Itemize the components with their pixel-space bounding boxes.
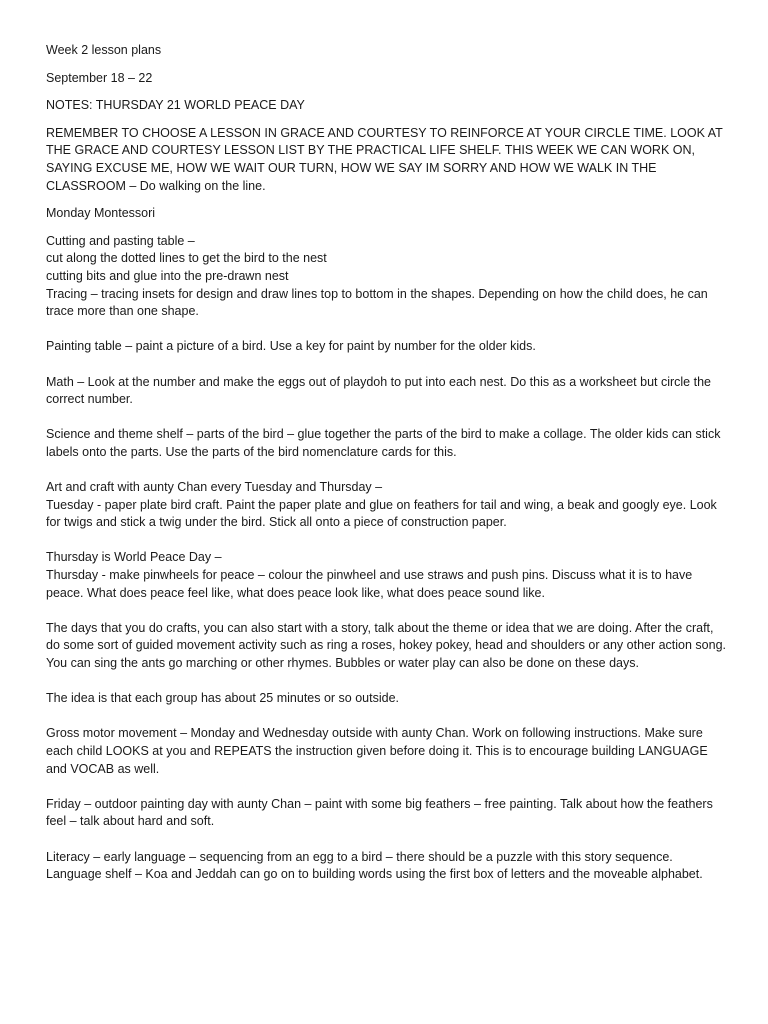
spacer — [46, 532, 726, 550]
math-paragraph: Math – Look at the number and make the eggs out of playdoh to put into each nest. Do this as a worksheet but circle the correct number. — [46, 374, 711, 407]
friday-paragraph: Friday – outdoor painting day with aunty Chan – paint with some big feathers – free painting. Talk about how the feathers feel – talk about hard and soft. — [46, 796, 713, 829]
spacer — [46, 778, 726, 796]
tuesday-paragraph: Tuesday - paper plate bird craft. Paint the paper plate and glue on feathers for tail and wing, a beak and googly eye. Look for twigs and stick a twig under the bird. Stick all onto a piece of construction paper. — [46, 497, 717, 530]
art-heading: Art and craft with aunty Chan every Tuesday and Thursday – — [46, 480, 383, 495]
doc-dates: September 18 – 22 — [46, 70, 153, 85]
document-page — [46, 42, 726, 884]
monday-heading: Monday Montessori — [46, 206, 156, 221]
painting-paragraph: Painting table – paint a picture of a bird. Use a key for paint by number for the older kids. — [46, 339, 536, 354]
gross-motor-paragraph: Gross motor movement – Monday and Wednesday outside with aunty Chan. Work on following instructions. Make sure each child LOOKS at you and REPEATS the instruction given before doing it. This is to encourage building LANGUAGE and VOCAB as well. — [46, 726, 708, 776]
science-paragraph: Science and theme shelf – parts of the bird – glue together the parts of the bird to make a collage. The older kids can stick labels onto the parts. Use the parts of the bird nomenclature cards for this. — [46, 427, 721, 459]
monday-activities — [46, 233, 726, 321]
art-section — [46, 479, 726, 532]
literacy-paragraph: Literacy – early language – sequencing from an egg to a bird – there should be a puzzle with this story sequence. — [46, 849, 673, 864]
cutting-item-2: cutting bits and glue into the pre-drawn nest — [46, 268, 289, 283]
peace-heading: Thursday is World Peace Day – — [46, 550, 222, 565]
cutting-item-1: cut along the dotted lines to get the bird to the nest — [46, 251, 327, 266]
reminder-paragraph: REMEMBER TO CHOOSE A LESSON IN GRACE AND COURTESY TO REINFORCE AT YOUR CIRCLE TIME. LOOK AT THE GRACE AND COURTESY LESSON LIST BY THE PRACTICAL LIFE SHELF. THIS WEEK WE CAN WORK ON, SAYING EXCUSE ME, HOW WE WAIT OUR TURN, HOW WE SAY IM SORRY AND HOW WE WALK IN THE CLASSROOM – Do walking on the line. — [46, 125, 723, 193]
tracing-paragraph: Tracing – tracing insets for design and draw lines top to bottom in the shapes. Depending on how the child does, he can trace more than one shape. — [46, 286, 708, 319]
spacer — [46, 708, 726, 726]
spacer — [46, 602, 726, 620]
spacer — [46, 831, 726, 849]
spacer — [46, 356, 726, 374]
spacer — [46, 673, 726, 691]
spacer — [46, 321, 726, 339]
doc-title: Week 2 lesson plans — [46, 43, 162, 57]
cutting-heading: Cutting and pasting table – — [46, 233, 195, 248]
language-shelf-paragraph: Language shelf – Koa and Jeddah can go on to building words using the first box of letters and the moveable alphabet. — [46, 867, 703, 882]
thursday-paragraph: Thursday - make pinwheels for peace – colour the pinwheel and use straws and push pins. Discuss what it is to have peace. What does peace feel like, what does peace look like, what does peace sound like. — [46, 568, 693, 600]
doc-notes: NOTES: THURSDAY 21 WORLD PEACE DAY — [46, 98, 305, 113]
peace-section — [46, 549, 726, 602]
outside-paragraph: The idea is that each group has about 25 minutes or so outside. — [46, 691, 400, 706]
spacer — [46, 461, 726, 479]
spacer — [46, 409, 726, 427]
crafts-paragraph: The days that you do crafts, you can also start with a story, talk about the theme or idea that we are doing. After the craft, do some sort of guided movement activity such as ring a roses, hokey pokey, head and shoulders or any other action song. You can sing the ants go marching or other rhymes. Bubbles or water play can also be done on these days. — [46, 620, 727, 670]
literacy-section — [46, 849, 726, 884]
